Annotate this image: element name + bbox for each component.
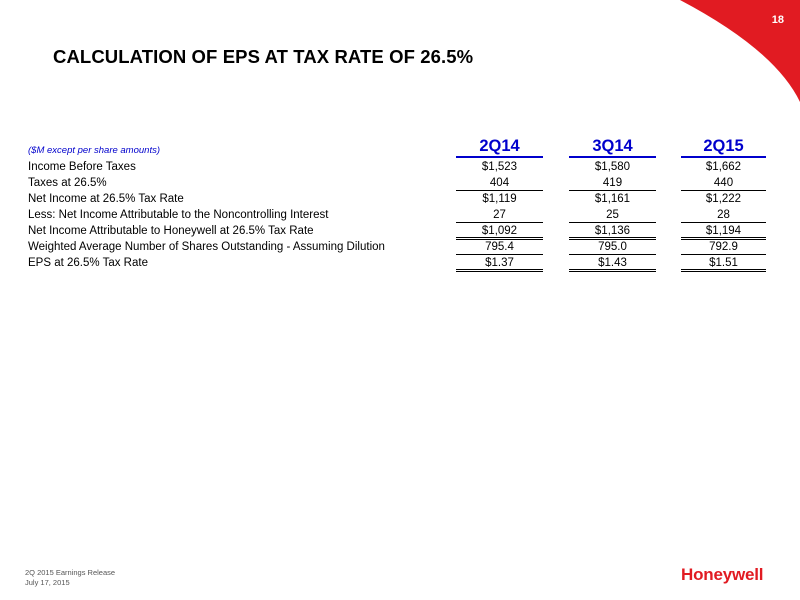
footer-release-title: 2Q 2015 Earnings Release [25, 568, 116, 577]
column-header-3q14: 3Q14 [569, 136, 656, 158]
row-label: EPS at 26.5% Tax Rate [28, 257, 148, 269]
table-cell: $1,580 [594, 161, 631, 173]
page-number: 18 [771, 14, 784, 26]
row-label: Income Before Taxes [28, 161, 136, 173]
table-row [28, 223, 766, 239]
table-header [28, 136, 766, 159]
table-cell: $1.37 [456, 255, 543, 272]
column-header-2q14: 2Q14 [456, 136, 543, 158]
table-cell: $1,523 [481, 161, 518, 173]
table-row [28, 159, 766, 175]
table-cell: $1,194 [681, 223, 766, 240]
honeywell-logo: Honeywell [681, 565, 764, 584]
table-cell: 440 [681, 175, 766, 191]
table-row [28, 255, 766, 271]
row-label: Net Income Attributable to Honeywell at 26.5% Tax Rate [28, 225, 314, 237]
units-note: ($M except per share amounts) [28, 145, 161, 156]
row-label: Net Income at 26.5% Tax Rate [28, 193, 184, 205]
table-row [28, 191, 766, 207]
table-cell: $1,092 [456, 223, 543, 240]
footer-date: July 17, 2015 [25, 578, 70, 587]
table-cell: $1,136 [569, 223, 656, 240]
column-header-2q15: 2Q15 [681, 136, 766, 158]
table-cell: $1,222 [705, 193, 742, 205]
table-cell: $1,119 [482, 193, 517, 205]
table-cell: $1,161 [594, 193, 631, 205]
table-cell: 795.0 [569, 239, 656, 255]
row-label: Less: Net Income Attributable to the Noncontrolling Interest [28, 209, 329, 221]
slide-title: CALCULATION OF EPS AT TAX RATE OF 26.5% [53, 46, 474, 67]
row-label: Weighted Average Number of Shares Outstanding - Assuming Dilution [28, 241, 385, 253]
table-cell: 27 [456, 207, 543, 223]
table-cell: 404 [456, 175, 543, 191]
table-cell: 792.9 [681, 239, 766, 255]
table-cell: $1,662 [705, 161, 742, 173]
table-cell: $1.51 [681, 255, 766, 272]
table-cell: 28 [681, 207, 766, 223]
table-cell: 795.4 [456, 239, 543, 255]
table-cell: 25 [569, 207, 656, 223]
table-row [28, 207, 766, 223]
table-row [28, 175, 766, 191]
table-cell: $1.43 [569, 255, 656, 272]
table-row [28, 239, 766, 255]
row-label: Taxes at 26.5% [28, 177, 107, 189]
eps-table [28, 136, 766, 271]
table-cell: 419 [569, 175, 656, 191]
